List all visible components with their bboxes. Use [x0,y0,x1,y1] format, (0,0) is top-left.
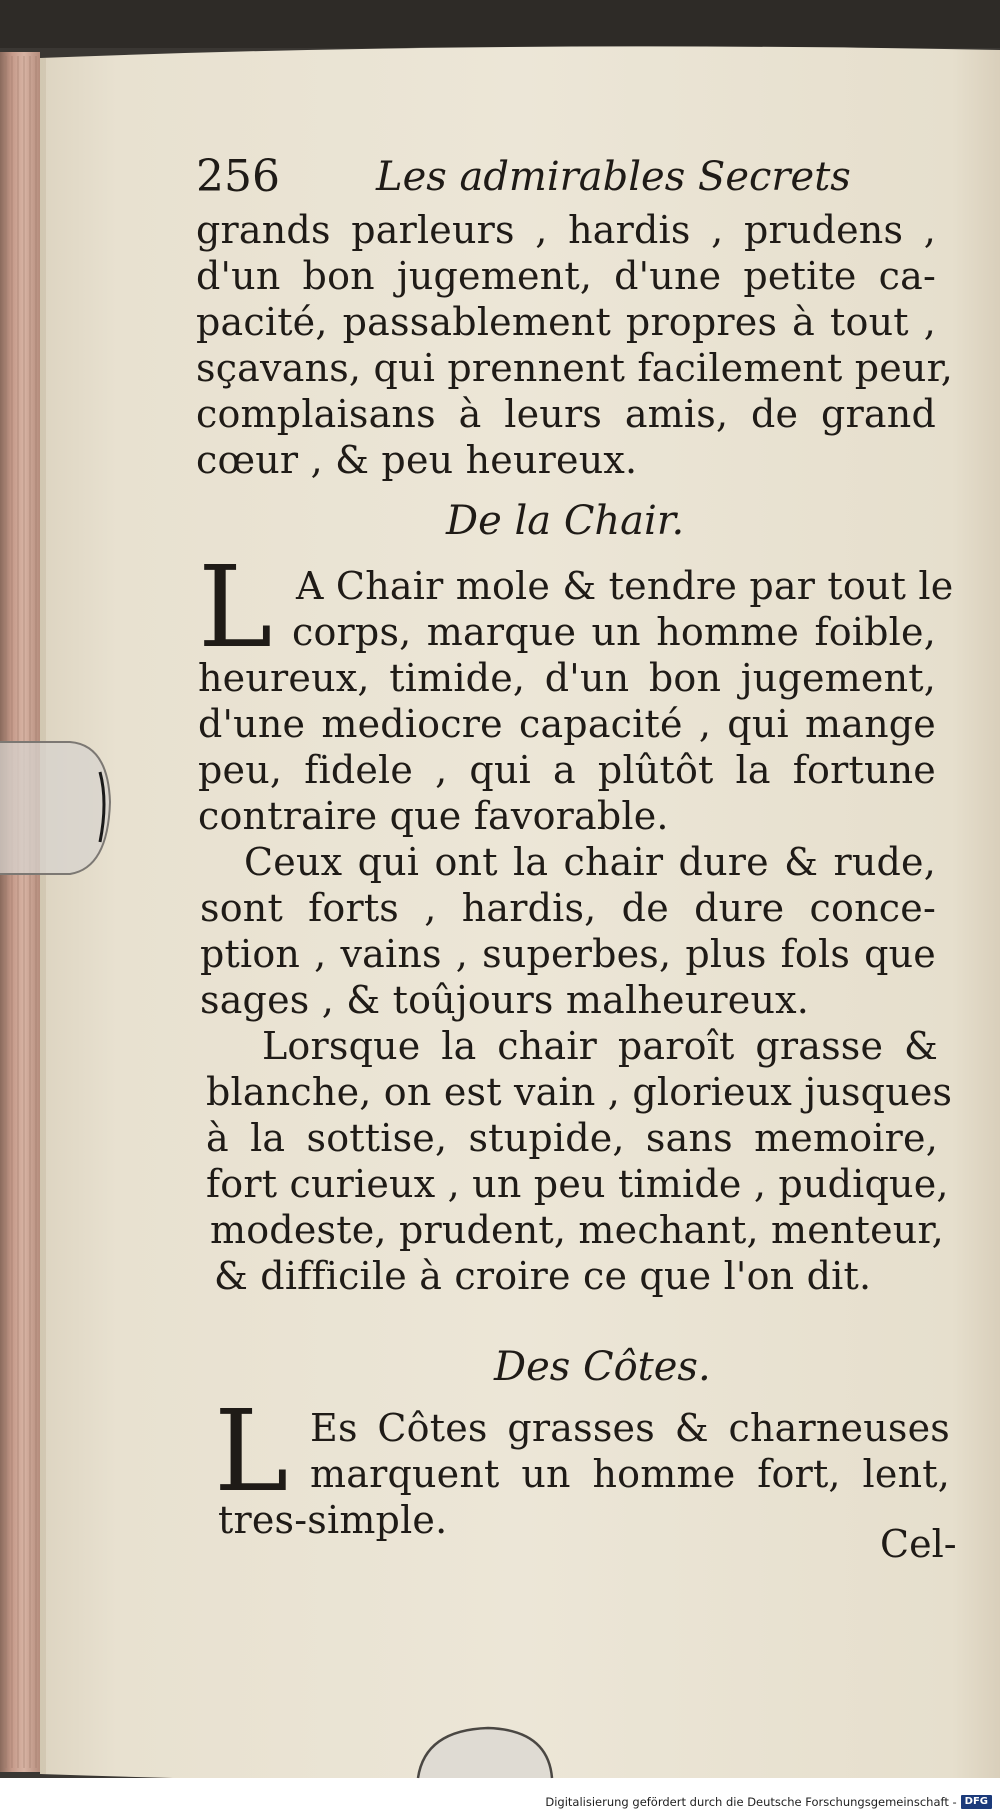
section-heading-chair: De la Chair. [446,498,685,544]
text-line: A Chair mole & tendre par tout le [296,564,954,608]
text-line: tres-simple. [218,1498,448,1542]
section-heading-cotes: Des Côtes. [494,1344,711,1390]
text-line: cœur , & peu heureux. [196,438,638,482]
text-line: pacité, passablement propres à tout , [196,300,936,344]
text-line: Lorsque la chair paroît grasse & [262,1024,938,1068]
text-line: d'un bon jugement, d'une petite ca- [196,254,936,298]
page-number: 256 [196,151,280,202]
text-line: & difficile à croire ce que l'on dit. [214,1254,872,1298]
drop-cap-initial: L [198,543,273,673]
catchword: Cel- [880,1522,957,1566]
text-line: Es Côtes grasses & charneuses [310,1406,950,1450]
digitization-credit [545,1791,992,1813]
text-line: fort curieux , un peu timide , pudique, [206,1162,949,1206]
text-line: contraire que favorable. [198,794,669,838]
text-line: peu, fidele , qui a plûtôt la fortune [198,748,936,792]
text-line: corps, marque un homme foible, [292,610,936,654]
text-line: sages , & toûjours malheureux. [200,978,810,1022]
text-line: Ceux qui ont la chair dure & rude, [244,840,936,884]
text-line: ption , vains , superbes, plus fols que [200,932,936,976]
dfg-logo[interactable]: DFG [961,1795,992,1809]
running-head-title: Les admirables Secrets [376,154,851,200]
text-line: complaisans à leurs amis, de grand [196,392,936,436]
text-line: modeste, prudent, mechant, menteur, [210,1208,944,1252]
text-line: à la sottise, stupide, sans memoire, [206,1116,938,1160]
text-line: sont forts , hardis, de dure conce- [200,886,936,930]
drop-cap-initial: L [214,1387,289,1517]
text-line: grands parleurs , hardis , prudens , [196,208,936,252]
text-line: d'une mediocre capacité , qui mange [198,702,936,746]
text-line: blanche, on est vain , glorieux jusques [206,1070,953,1114]
text-line: sçavans, qui prennent facilement peur, [196,346,954,390]
text-line: heureux, timide, d'un bon jugement, [198,656,936,700]
text-line: marquent un homme fort, lent, [310,1452,950,1496]
credit-text: Digitalisierung gefördert durch die Deutsche Forschungsgemeinschaft - [545,1795,957,1809]
